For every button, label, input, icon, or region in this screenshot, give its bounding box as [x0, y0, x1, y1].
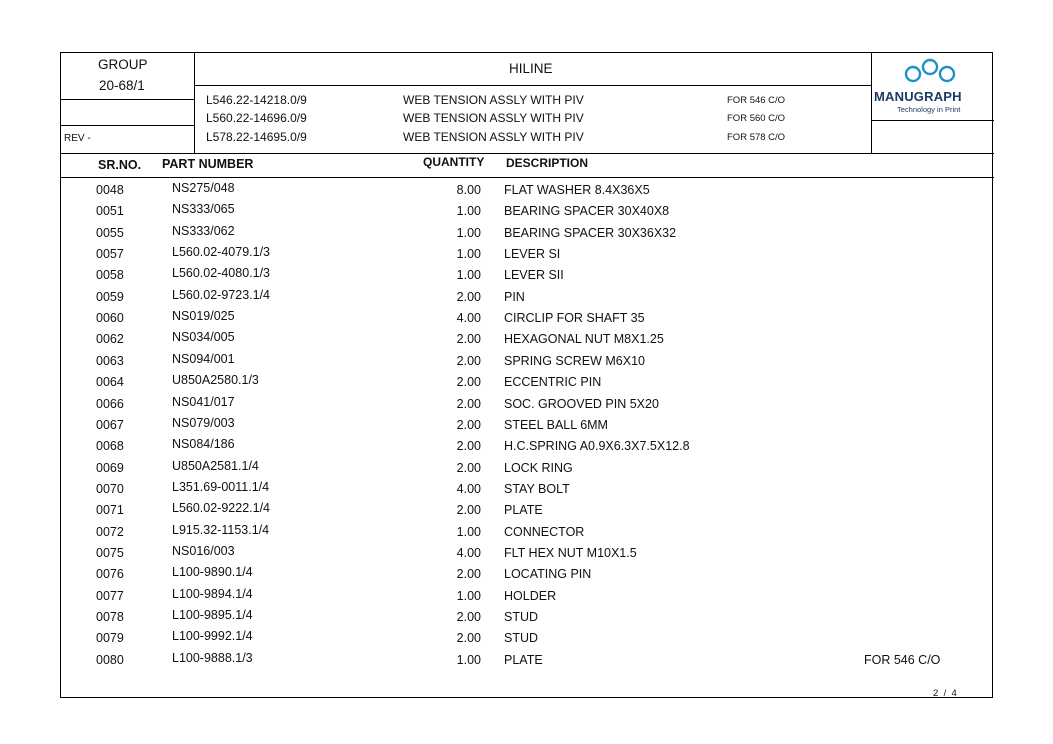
assembly-part-number: L578.22-14695.0/9: [206, 130, 307, 144]
sr-number: 0058: [96, 268, 124, 283]
assembly-part-number: L560.22-14696.0/9: [206, 111, 307, 125]
logo-name: MANUGRAPH: [874, 89, 962, 104]
sr-number: 0076: [96, 567, 124, 582]
description: FLT HEX NUT M10X1.5: [504, 545, 637, 560]
description: BEARING SPACER 30X40X8: [504, 204, 670, 219]
quantity: 2.00: [456, 439, 481, 454]
quantity: 2.00: [456, 332, 481, 347]
part-number: L100-9888.1/3: [172, 650, 253, 665]
assembly-description: WEB TENSION ASSLY WITH PIV: [403, 111, 584, 125]
description: BEARING SPACER 30X36X32: [504, 225, 677, 240]
sr-number: 0071: [96, 503, 124, 518]
quantity: 2.00: [456, 289, 481, 304]
divider: [871, 53, 872, 153]
part-number: NS016/003: [172, 543, 235, 558]
part-number: NS333/065: [172, 202, 235, 217]
sr-number: 0066: [96, 396, 124, 411]
sr-number: 0067: [96, 417, 124, 432]
part-number: U850A2580.1/3: [172, 373, 259, 388]
remark: FOR 546 C/O: [864, 652, 941, 667]
page-separator: /: [943, 688, 947, 699]
divider: [194, 53, 195, 153]
quantity: 4.00: [456, 311, 481, 326]
divider: [61, 177, 994, 178]
column-header-quantity: QUANTITY: [423, 155, 485, 169]
description: FLAT WASHER 8.4X36X5: [504, 183, 650, 197]
quantity: 1.00: [456, 204, 481, 219]
part-number: L351.69-0011.1/4: [172, 479, 270, 494]
sr-number: 0070: [96, 481, 124, 496]
part-number: L560.02-4079.1/3: [172, 245, 271, 260]
quantity: 2.00: [456, 631, 481, 646]
description: LOCK RING: [504, 460, 573, 475]
part-number: L560.02-9723.1/4: [172, 287, 271, 302]
sr-number: 0075: [96, 545, 124, 560]
part-number: NS019/025: [172, 309, 235, 324]
sr-number: 0060: [96, 311, 124, 326]
divider: [194, 85, 871, 86]
part-number: NS094/001: [172, 351, 235, 366]
part-number: L100-9894.1/4: [172, 586, 253, 601]
quantity: 2.00: [456, 610, 481, 624]
description: PIN: [504, 289, 525, 304]
quantity: 1.00: [456, 524, 481, 539]
total-pages: 4: [951, 688, 957, 699]
description: CONNECTOR: [504, 524, 585, 539]
assembly-note: FOR 560 C/O: [727, 113, 786, 124]
description: STAY BOLT: [504, 481, 570, 496]
quantity: 1.00: [456, 268, 481, 283]
divider: [61, 153, 994, 154]
part-number: L915.32-1153.1/4: [172, 522, 270, 537]
sr-number: 0057: [96, 247, 124, 262]
sr-number: 0068: [96, 439, 124, 454]
assembly-description: WEB TENSION ASSLY WITH PIV: [403, 93, 584, 107]
quantity: 4.00: [456, 481, 481, 496]
quantity: 2.00: [456, 460, 481, 475]
logo-rings-icon: [903, 56, 961, 86]
part-number: NS079/003: [172, 415, 235, 430]
divider: [61, 125, 194, 126]
description: LOCATING PIN: [504, 567, 592, 582]
group-label: GROUP: [98, 57, 148, 72]
quantity: 2.00: [456, 353, 481, 368]
sr-number: 0063: [96, 353, 124, 368]
divider: [871, 120, 994, 121]
part-number: L560.02-9222.1/4: [172, 501, 271, 516]
sr-number: 0055: [96, 225, 124, 240]
sr-number: 0069: [96, 460, 124, 475]
assembly-description: WEB TENSION ASSLY WITH PIV: [403, 130, 584, 144]
description: LEVER SI: [504, 247, 561, 262]
sr-number: 0062: [96, 332, 124, 347]
quantity: 1.00: [456, 247, 481, 262]
description: STEEL BALL 6MM: [504, 417, 608, 432]
column-header-part-number: PART NUMBER: [162, 157, 254, 171]
assembly-part-number: L546.22-14218.0/9: [206, 93, 307, 107]
part-number: U850A2581.1/4: [172, 458, 259, 473]
part-number: NS041/017: [172, 394, 235, 409]
part-number: L100-9890.1/4: [172, 565, 253, 580]
table-row: [61, 650, 994, 675]
part-number: L100-9895.1/4: [172, 608, 253, 622]
sr-number: 0048: [96, 183, 124, 197]
sr-number: 0078: [96, 610, 124, 624]
table-row: [61, 373, 994, 397]
description: PLATE: [504, 503, 543, 518]
sr-number: 0077: [96, 588, 124, 603]
part-number: NS333/062: [172, 223, 235, 238]
part-number: L560.02-4080.1/3: [172, 266, 271, 281]
description: STUD: [504, 610, 539, 624]
quantity: 2.00: [456, 503, 481, 518]
page-number: [933, 689, 957, 699]
sr-number: 0051: [96, 204, 124, 219]
description: ECCENTRIC PIN: [504, 375, 602, 390]
quantity: 2.00: [456, 417, 481, 432]
parts-list-sheet: [60, 52, 993, 698]
sr-number: 0064: [96, 375, 124, 390]
quantity: 1.00: [456, 588, 481, 603]
assembly-note: FOR 546 C/O: [727, 95, 786, 106]
description: HOLDER: [504, 588, 557, 603]
part-number: NS275/048: [172, 181, 235, 195]
quantity: 1.00: [456, 652, 481, 667]
description: H.C.SPRING A0.9X6.3X7.5X12.8: [504, 439, 690, 454]
part-number: NS034/005: [172, 330, 235, 345]
description: SOC. GROOVED PIN 5X20: [504, 396, 659, 411]
part-number: NS084/186: [172, 437, 235, 452]
column-header-description: DESCRIPTION: [506, 156, 589, 170]
quantity: 2.00: [456, 375, 481, 390]
divider: [61, 99, 194, 100]
quantity: 2.00: [456, 396, 481, 411]
quantity: 4.00: [456, 545, 481, 560]
sr-number: 0059: [96, 289, 124, 304]
quantity: 1.00: [456, 225, 481, 240]
logo-tagline: Technology in Print: [897, 105, 961, 114]
page-title: HILINE: [509, 61, 553, 76]
sr-number: 0079: [96, 631, 124, 646]
revision-label: REV -: [64, 133, 91, 144]
sr-number: 0072: [96, 524, 124, 539]
sr-number: 0080: [96, 652, 124, 667]
description: CIRCLIP FOR SHAFT 35: [504, 311, 645, 326]
assembly-note: FOR 578 C/O: [727, 132, 786, 143]
part-number: L100-9992.1/4: [172, 629, 253, 644]
column-header-srno: SR.NO.: [98, 158, 142, 172]
description: LEVER SII: [504, 268, 564, 283]
description: PLATE: [504, 652, 543, 667]
quantity: 2.00: [456, 567, 481, 582]
group-number: 20-68/1: [99, 78, 145, 93]
quantity: 8.00: [456, 183, 481, 197]
description: STUD: [504, 631, 539, 646]
description: HEXAGONAL NUT M8X1.25: [504, 332, 664, 347]
current-page: 2: [933, 688, 939, 699]
description: SPRING SCREW M6X10: [504, 353, 646, 368]
